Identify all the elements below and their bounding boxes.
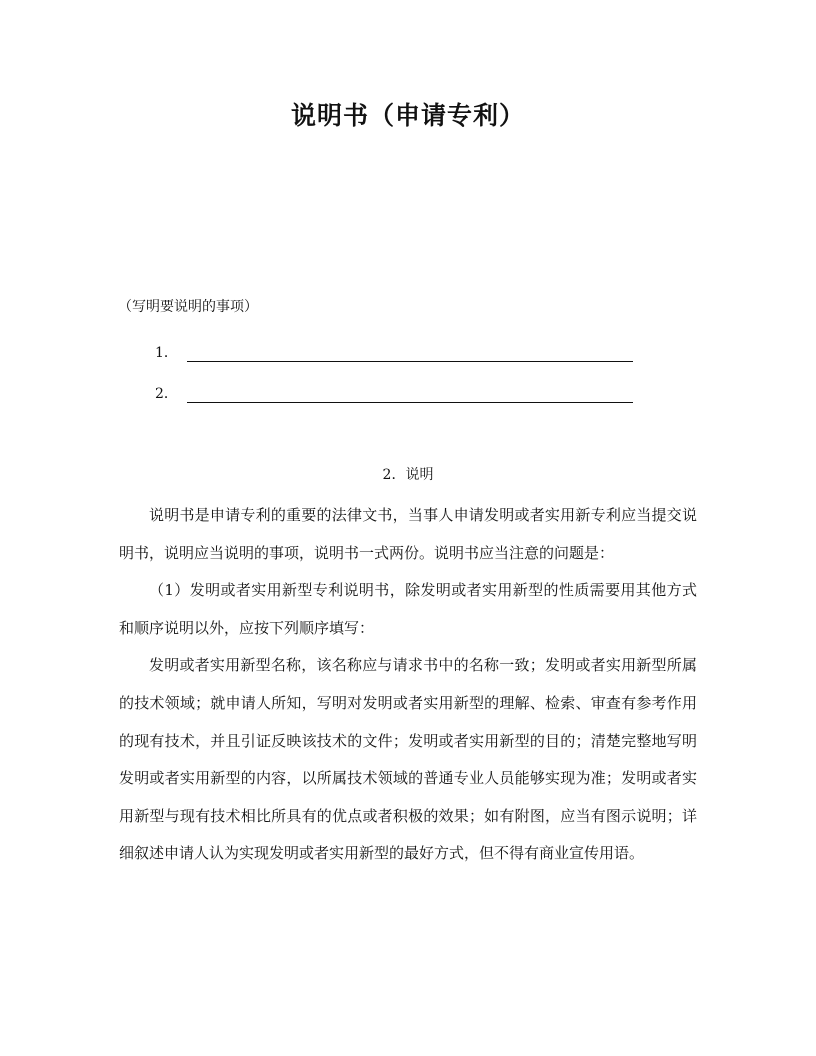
intro-note: （写明要说明的事项） — [118, 299, 258, 315]
paragraph: （1）发明或者实用新型专利说明书，除发明或者实用新型的性质需要用其他方式和顺序说明以外，应按下列顺序填写： — [119, 581, 697, 637]
blank-item-1 — [155, 342, 633, 362]
fill-in-line — [187, 347, 633, 362]
paragraph: 发明或者实用新型名称，该名称应与请求书中的名称一致；发明或者实用新型所属的技术领域；就申请人所知，写明对发明或者实用新型的理解、检索、审查有参考作用的现有技术，并且引证反映该技术的文件；发明或者实用新型的目的；清楚完整地写明发明或者实用新型的内容，以所属技术领域的普通专业人员能够实现为准；发明或者实用新型与现有技术相比所具有的优点或者积极的效果；如有附图，应当有图示说明；详细叙述申请人认为实现发明或者实用新型的最好方式，但不得有商业宣传用语。 — [119, 656, 697, 863]
body-text — [119, 497, 697, 873]
blank-item-number: 1． — [155, 345, 178, 361]
blank-item-2 — [155, 383, 633, 403]
blank-item-number: 2． — [155, 386, 178, 402]
paragraph: 说明书是申请专利的重要的法律文书，当事人申请发明或者实用新专利应当提交说明书，说明应当说明的事项，说明书一式两份。说明书应当注意的问题是： — [119, 506, 697, 562]
fill-in-line — [187, 388, 633, 403]
section-heading: 2．说明 — [382, 467, 434, 483]
document-title: 说明书（申请专利） — [290, 101, 525, 130]
